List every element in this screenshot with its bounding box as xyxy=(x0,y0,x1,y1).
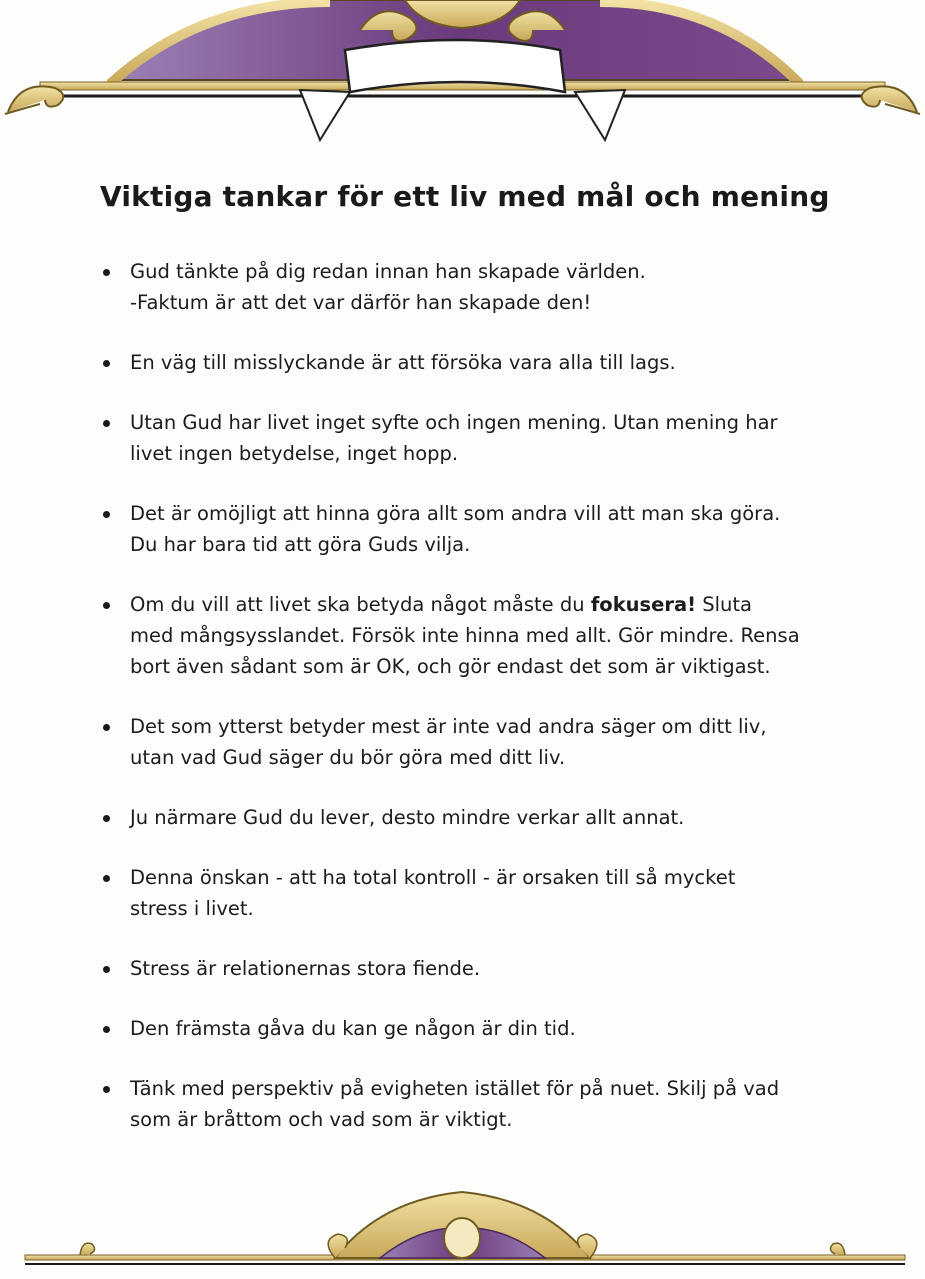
list-item xyxy=(100,589,820,682)
list-item xyxy=(100,407,820,469)
list-item-text: Om du vill att livet ska betyda något måste du xyxy=(130,593,591,616)
list-item-line: bort även sådant som är OK, och gör endast det som är viktigast. xyxy=(130,655,771,678)
page-title: Viktiga tankar för ett liv med mål och mening xyxy=(100,180,830,213)
list-item xyxy=(100,711,820,773)
thought-list xyxy=(100,256,820,1135)
list-item-text: Sluta xyxy=(696,593,752,616)
list-item-line: Stress är relationernas stora fiende. xyxy=(130,957,481,980)
list-item-line: Utan Gud har livet inget syfte och ingen mening. Utan mening har xyxy=(130,411,778,434)
bottom-ornament xyxy=(0,1185,925,1279)
list-item-line: Det som ytterst betyder mest är inte vad andra säger om ditt liv, xyxy=(130,715,767,738)
list-item-line: som är bråttom och vad som är viktigt. xyxy=(130,1108,513,1131)
list-item xyxy=(100,1013,820,1044)
list-item-line: Det är omöjligt att hinna göra allt som andra vill att man ska göra. xyxy=(130,502,781,525)
list-item-line: Den främsta gåva du kan ge någon är din tid. xyxy=(130,1017,576,1040)
list-item-line: Gud tänkte på dig redan innan han skapade världen. xyxy=(130,260,646,283)
list-item xyxy=(100,1073,820,1135)
list-item xyxy=(100,256,820,318)
emphasis-text: fokusera! xyxy=(590,593,697,616)
list-item-line: med mångsysslandet. Försök inte hinna med allt. Gör mindre. Rensa xyxy=(130,624,800,647)
list-item-line xyxy=(130,589,820,620)
list-item-line: stress i livet. xyxy=(130,897,254,920)
list-item-line: Du har bara tid att göra Guds vilja. xyxy=(130,533,471,556)
list-item xyxy=(100,347,820,378)
list-item xyxy=(100,862,820,924)
list-item xyxy=(100,802,820,833)
list-item-line: En väg till misslyckande är att försöka vara alla till lags. xyxy=(130,351,676,374)
top-ornament xyxy=(0,0,925,150)
list-item-line: utan vad Gud säger du bör göra med ditt liv. xyxy=(130,746,566,769)
list-item-line: Denna önskan - att ha total kontroll - är orsaken till så mycket xyxy=(130,866,736,889)
list-item-line: Ju närmare Gud du lever, desto mindre verkar allt annat. xyxy=(130,806,685,829)
list-item xyxy=(100,953,820,984)
list-item-line: livet ingen betydelse, inget hopp. xyxy=(130,442,459,465)
list-item-line: Tänk med perspektiv på evigheten istället för på nuet. Skilj på vad xyxy=(130,1077,780,1100)
list-item xyxy=(100,498,820,560)
list-item-line: -Faktum är att det var därför han skapade den! xyxy=(130,291,592,314)
